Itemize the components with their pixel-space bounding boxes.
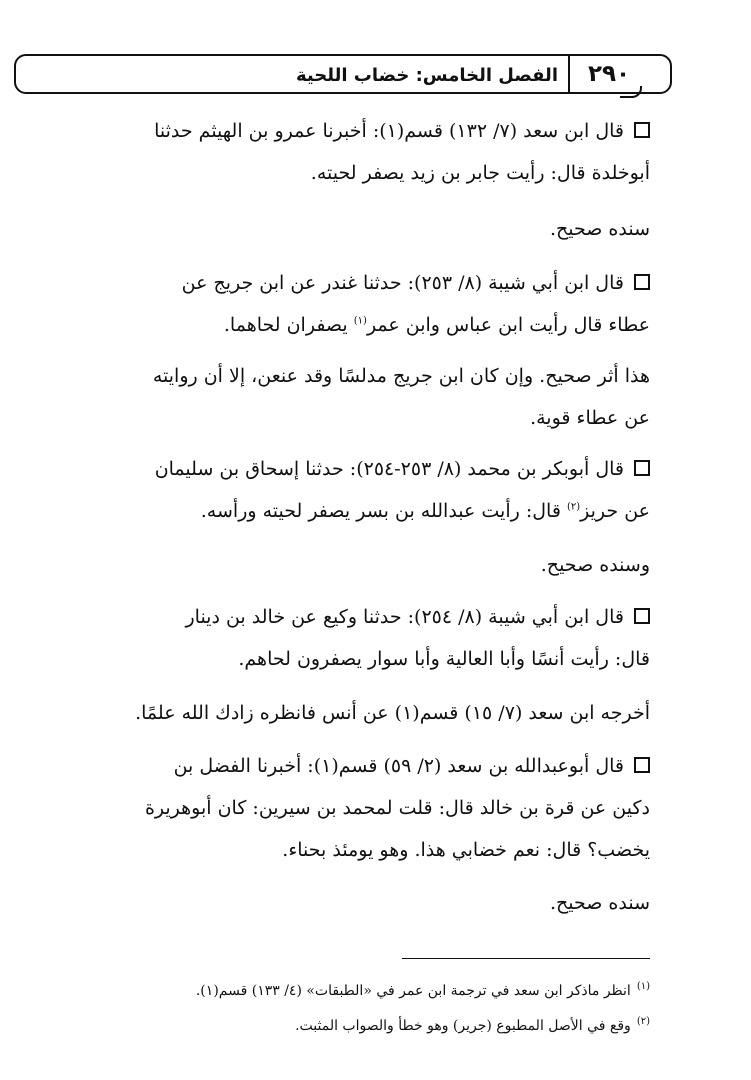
checkbox-bullet-icon <box>634 274 650 290</box>
footnote-text: وقع في الأصل المطبوع (جرير) وهو خطأ والصواب المثبت. <box>295 1018 631 1034</box>
page-number: ٢٩٠ <box>587 61 631 87</box>
paragraph-line: يخضب؟ قال: نعم خضابي هذا. وهو يومئذ بحناء. <box>282 839 650 861</box>
paragraph-line-end: يصفران لحاهما. <box>223 314 354 336</box>
paragraph-7 <box>30 596 650 680</box>
footnote-text: انظر ماذكر ابن سعد في ترجمة ابن عمر في «الطبقات» (٤/ ١٣٣) قسم(١). <box>195 983 631 999</box>
paragraph-1 <box>30 110 650 194</box>
paragraph-line: عن عطاء قوية. <box>530 407 650 429</box>
paragraph-line-start: عطاء قال رأيت ابن عباس وابن عمر <box>366 314 650 336</box>
paragraph-line: قال ابن سعد (٧/ ١٣٢) قسم(١): أخبرنا عمرو بن الهيثم حدثنا <box>154 120 624 142</box>
paragraph-line: وسنده صحيح. <box>540 554 650 576</box>
footnote-ref: (٢) <box>566 501 581 513</box>
paragraph-line: قال أبوبكر بن محمد (٨/ ٢٥٣-٢٥٤): حدثنا إسحاق بن سليمان <box>154 458 624 480</box>
footnote-ref: (١) <box>353 315 367 327</box>
paragraph-line: سنده صحيح. <box>549 218 650 240</box>
paragraph-line: قال ابن أبي شيبة (٨/ ٢٥٣): حدثنا غندر عن ابن جريج عن <box>181 272 624 294</box>
chapter-title: الفصل الخامس: خضاب اللحية <box>295 65 558 86</box>
paragraph-line: دكين عن قرة بن خالد قال: قلت لمحمد بن سيرين: كان أبوهريرة <box>144 797 650 819</box>
footnote-number: (١) <box>636 981 650 993</box>
paragraph-3 <box>30 262 650 346</box>
paragraph-2 <box>30 208 650 250</box>
paragraph-line: سنده صحيح. <box>549 892 650 914</box>
checkbox-bullet-icon <box>634 460 650 476</box>
checkbox-bullet-icon <box>634 122 650 138</box>
footnote-number: (٢) <box>636 1016 650 1028</box>
footnote-1 <box>30 980 650 1002</box>
footnote-separator <box>402 958 650 959</box>
paragraph-10 <box>30 882 650 924</box>
paragraph-4 <box>30 355 650 439</box>
paragraph-line: هذا أثر صحيح. وإن كان ابن جريج مدلسًا وقد عنعن، إلا أن روايته <box>152 365 650 387</box>
paragraph-line: قال: رأيت أنسًا وأبا العالية وأبا سوار يصفرون لحاهم. <box>238 648 650 670</box>
paragraph-line: أخرجه ابن سعد (٧/ ١٥) قسم(١) عن أنس فانظره زادك الله علمًا. <box>135 702 650 724</box>
paragraph-8 <box>30 692 650 734</box>
paragraph-line-end: قال: رأيت عبدالله بن بسر يصفر لحيته ورأسه. <box>200 500 567 522</box>
checkbox-bullet-icon <box>634 608 650 624</box>
paragraph-5 <box>30 448 650 532</box>
checkbox-bullet-icon <box>634 757 650 773</box>
paragraph-6 <box>30 544 650 586</box>
footnote-2 <box>30 1015 650 1037</box>
paragraph-line: قال ابن أبي شيبة (٨/ ٢٥٤): حدثنا وكيع عن خالد بن دينار <box>185 606 624 628</box>
paragraph-line: أبوخلدة قال: رأيت جابر بن زيد يصفر لحيته. <box>310 162 650 184</box>
page-number-ornament <box>620 86 642 98</box>
paragraph-line: قال أبوعبدالله بن سعد (٢/ ٥٩) قسم(١): أخبرنا الفضل بن <box>173 755 624 777</box>
paragraph-line-start: عن حريز <box>580 500 650 522</box>
paragraph-9 <box>30 745 650 871</box>
